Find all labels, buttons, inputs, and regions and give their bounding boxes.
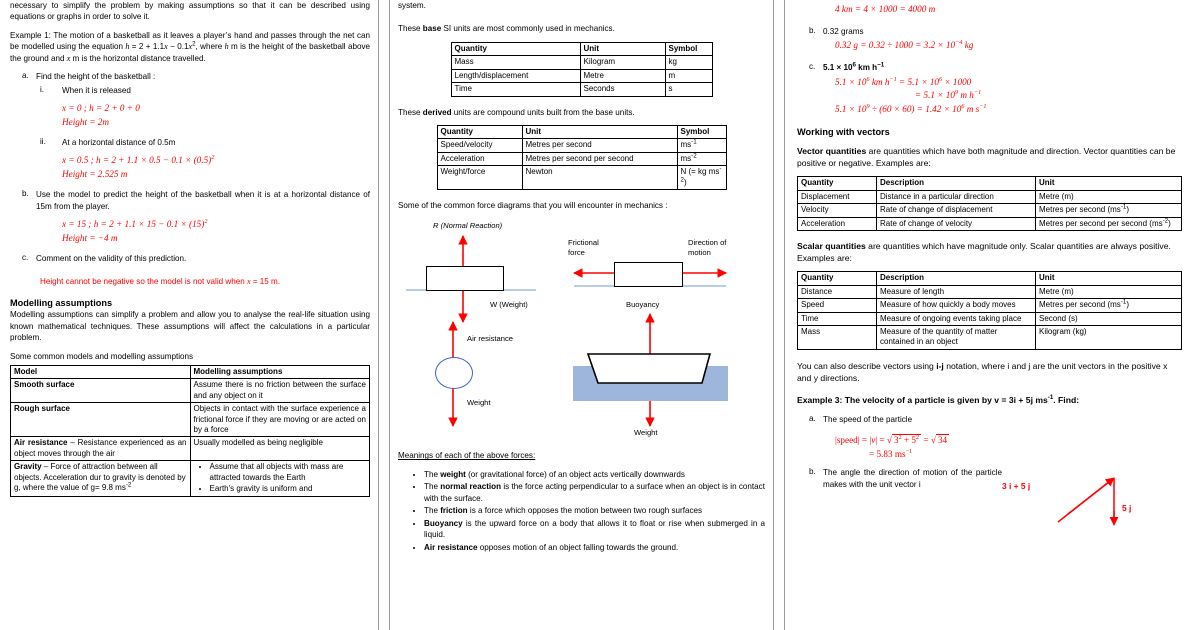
block-shape-2 bbox=[614, 262, 683, 287]
document-page-2 bbox=[390, 0, 773, 630]
force-diagrams-figure bbox=[398, 218, 765, 446]
answer-b-line1: x = 15 ; $h = 2 + 1.1 \times 15 - 0.1 \times (15)^2$ bbox=[62, 217, 208, 230]
list-item: • The friction is a force which opposes the motion between two rough surfaces bbox=[424, 505, 765, 516]
label-weight-ball: Weight bbox=[467, 398, 491, 408]
cell-unit: Kilogram (kg) bbox=[1036, 325, 1182, 349]
example3-b-text: The angle the direction of motion of the particle makes with the unit vector i bbox=[823, 468, 1002, 489]
cell-unit: Seconds bbox=[580, 83, 665, 96]
cell-quantity: Mass bbox=[798, 325, 877, 349]
question-a-marker: a. bbox=[22, 71, 29, 81]
question-b-marker: b. bbox=[809, 25, 816, 35]
cell-quantity: Time bbox=[798, 312, 877, 325]
list-item bbox=[424, 518, 765, 541]
cell-symbol: $ms^{-2}$ bbox=[677, 152, 726, 165]
label-air-resistance: Air resistance bbox=[467, 334, 514, 344]
force-diagrams-intro: Some of the common force diagrams that you will encounter in mechanics : bbox=[398, 200, 668, 210]
table-row bbox=[798, 312, 1182, 325]
col-header-symbol: Symbol bbox=[677, 126, 726, 139]
cell-unit: Metres per second per second bbox=[522, 152, 677, 165]
modelling-assumptions-paragraph: Modelling assumptions can simplify a problem and allow you to analyse the real-life situation using known mathematical techniques. These assumptions will affect the calculations in a particular problem. bbox=[10, 310, 370, 343]
document-page-1 bbox=[0, 0, 378, 630]
term-friction: friction bbox=[440, 506, 468, 516]
question-a-text: Find the height of the basketball : bbox=[36, 72, 156, 82]
scalar-definition: are quantities which have magnitude only. Scalar quantities are always positive. Examples are: bbox=[797, 240, 1171, 264]
question-b-units bbox=[797, 26, 1182, 37]
page-separator-2 bbox=[773, 0, 785, 630]
cell-model bbox=[11, 379, 191, 403]
force-meanings-list bbox=[398, 469, 765, 553]
cell-symbol: $ms^{-1}$ bbox=[677, 139, 726, 152]
example3-question-a bbox=[797, 414, 1182, 425]
question-a-i-text: When it is released bbox=[62, 85, 131, 95]
answer-a-ii bbox=[62, 154, 370, 182]
answer-a-ii-line1: x = 0.5 ; $h = 2 + 1.1 \times 0.5 - 0.1 \times (0.5)^2$ bbox=[62, 154, 215, 166]
cell-unit: Metre bbox=[580, 69, 665, 82]
table-row bbox=[437, 166, 726, 190]
term-air-resistance: Air resistance bbox=[424, 542, 478, 552]
cell-quantity: Acceleration bbox=[437, 152, 522, 165]
label-weight-w: W (Weight) bbox=[490, 300, 528, 310]
meaning-text: (or gravitational force) of an object acts vertically downwards bbox=[465, 469, 685, 479]
col-header-quantity: Quantity bbox=[451, 42, 580, 55]
question-c-units bbox=[797, 62, 1182, 73]
document-page-3 bbox=[785, 0, 1194, 630]
col-header-quantity: Quantity bbox=[437, 126, 522, 139]
table-row bbox=[451, 56, 712, 69]
example3-a-marker: a. bbox=[809, 414, 816, 424]
cell-description: Measure of length bbox=[877, 285, 1036, 298]
cell-unit: Metres per second bbox=[522, 139, 677, 152]
cell-description: Measure of how quickly a body moves bbox=[877, 299, 1036, 312]
table-row bbox=[451, 69, 712, 82]
intro-continuation: necessary to simplify the problem by making assumptions so that it can be described using equations or graphs in order to solve it. bbox=[10, 1, 370, 22]
table-row bbox=[798, 325, 1182, 349]
cell-unit: Metre (m) bbox=[1036, 285, 1182, 298]
vector-definition: are quantities which have both magnitude and direction. Vector quantities can be positive or negative. Examples are: bbox=[797, 145, 1176, 169]
answer-c-line3: $5.1 \times 10^9 \div (60 \times 60) = 1.42 \times 10^6$ m $s^{-1}$ bbox=[835, 103, 987, 115]
term-buoyancy: Buoyancy bbox=[424, 518, 463, 528]
base-units-table bbox=[451, 42, 713, 97]
col-header-symbol: Symbol bbox=[665, 42, 712, 55]
list-item bbox=[424, 542, 765, 553]
col-header-unit: Unit bbox=[1036, 272, 1182, 285]
meaning-text: is the force acting perpendicular to a surface when an object is in contact with the surface. bbox=[424, 482, 765, 503]
question-c-text: $5.1 \times 10^6$ km $h^{-1}$ bbox=[823, 61, 885, 73]
derived-intro-post: units are compound units built from the base units. bbox=[451, 107, 635, 117]
meaning-text: opposes motion of an object falling towards the ground. bbox=[477, 542, 679, 552]
col-header-description: Description bbox=[877, 272, 1036, 285]
table-row bbox=[11, 461, 370, 497]
ij-notation-paragraph: You can also describe vectors using i-j notation, where i and j are the unit vectors in the positive x and y directions. bbox=[797, 360, 1168, 383]
vector-triangle-figure bbox=[1002, 467, 1182, 527]
cell-assumption bbox=[190, 461, 370, 497]
cell-description: Measure of the quantity of matter contained in an object bbox=[877, 325, 1036, 349]
cell-assumption: Usually modelled as being negligible bbox=[190, 437, 370, 461]
table-header-row bbox=[798, 272, 1182, 285]
label-5j-vector: 5 j bbox=[1122, 503, 1132, 514]
cell-model: Gravity – Force of attraction between all objects. Acceleration dur to gravity is denoted by g, where the value of g= 9.8 $ms^{-2}$ bbox=[11, 461, 191, 497]
page2-top-cut-text: system. bbox=[398, 1, 426, 10]
table-row bbox=[437, 152, 726, 165]
answer-c-line2: = $5.1 \times 10^9$ m $h^{-1}$ bbox=[915, 89, 982, 101]
col-header-unit: Unit bbox=[522, 126, 677, 139]
base-intro-pre: These bbox=[398, 24, 423, 34]
cell-symbol: s bbox=[665, 83, 712, 96]
table-row bbox=[798, 285, 1182, 298]
answer-a-i bbox=[62, 102, 370, 130]
heading-working-with-vectors: Working with vectors bbox=[797, 126, 890, 137]
question-a-ii-marker: ii. bbox=[40, 136, 46, 146]
col-header-quantity: Quantity bbox=[798, 272, 877, 285]
cell-symbol: N (= kg $ms^{-2}$) bbox=[677, 166, 726, 190]
model-name: Rough surface bbox=[14, 404, 71, 414]
derived-units-intro bbox=[398, 107, 765, 118]
label-resultant-vector: 3 i + 5 j bbox=[1002, 481, 1031, 492]
heading-modelling-assumptions: Modelling assumptions bbox=[10, 298, 113, 309]
example3-a-answer-line2: = 5.83 $ms^{-1}$ bbox=[869, 447, 913, 459]
example3-b bbox=[797, 467, 1002, 490]
col-header-unit: Unit bbox=[580, 42, 665, 55]
question-a-ii-text: At a horizontal distance of 0.5m bbox=[62, 137, 176, 147]
cell-unit: Kilogram bbox=[580, 56, 665, 69]
cell-quantity: Speed/velocity bbox=[437, 139, 522, 152]
answer-b-line2: Height = −4 m bbox=[62, 232, 118, 243]
question-c bbox=[10, 253, 370, 264]
question-b-text: 0.32 grams bbox=[823, 26, 864, 36]
example3-b-marker: b. bbox=[809, 467, 816, 477]
example3-question-b bbox=[797, 467, 1002, 492]
answer-b-units: 0.32 $g = 0.32 \div 1000 = 3.2 \times 10^{-4}$ kg bbox=[835, 39, 974, 51]
answer-c-line1: $5.1 \times 10^6$ km $h^{-1} = 5.1 \times 10^6 \times 1000$ bbox=[835, 75, 972, 87]
list-item: • The weight (or gravitational force) of an object acts vertically downwards bbox=[424, 469, 765, 480]
cell-unit: Metres per second $(ms^{-1})$ bbox=[1036, 204, 1182, 217]
col-header-model: Model bbox=[11, 366, 191, 379]
cell-model bbox=[11, 403, 191, 437]
col-header-assumptions: Modelling assumptions bbox=[190, 366, 370, 379]
col-header-description: Description bbox=[877, 177, 1036, 190]
scalar-quantities-table bbox=[797, 271, 1182, 349]
example3-a-answer-line1: |speed| = |v| = √ $3^2 + 5^2$ = √ 34 bbox=[835, 433, 948, 445]
vector-triangle-svg bbox=[1002, 467, 1172, 527]
cell-quantity: Time bbox=[451, 83, 580, 96]
label-frictional-force: Frictional force bbox=[568, 238, 599, 257]
answer-a-top: 4 km = 4 × 1000 = 4000 m bbox=[835, 4, 936, 14]
table-header-row bbox=[437, 126, 726, 139]
cell-quantity: Speed bbox=[798, 299, 877, 312]
question-c-marker: c. bbox=[22, 252, 29, 262]
example3-a-answer bbox=[835, 434, 1182, 462]
boat-shape bbox=[584, 351, 714, 386]
table-row bbox=[437, 139, 726, 152]
answer-a-i-line2: Height = 2m bbox=[62, 117, 110, 128]
question-c-text: Comment on the validity of this prediction. bbox=[36, 253, 187, 263]
cell-description: Measure of ongoing events taking place bbox=[877, 312, 1036, 325]
cell-unit: Metre (m) bbox=[1036, 190, 1182, 203]
question-a bbox=[10, 71, 370, 82]
cell-quantity: Weight/force bbox=[437, 166, 522, 190]
label-weight-boat: Weight bbox=[634, 428, 658, 438]
term-weight: weight bbox=[440, 469, 466, 479]
table-row bbox=[11, 403, 370, 437]
cell-description: Rate of change of displacement bbox=[877, 204, 1036, 217]
cell-quantity: Velocity bbox=[798, 204, 877, 217]
cell-assumption: Objects in contact with the surface experience a frictional force if they are moving or are acted on by a force bbox=[190, 403, 370, 437]
question-a-ii bbox=[10, 137, 370, 148]
vector-quantities-paragraph bbox=[797, 145, 1182, 169]
answer-b bbox=[62, 218, 370, 246]
base-units-intro bbox=[398, 23, 765, 34]
cell-description: Distance in a particular direction bbox=[877, 190, 1036, 203]
list-item: • The normal reaction is the force acting perpendicular to a surface when an object is in contact with the surface. bbox=[424, 481, 765, 504]
answer-c-units bbox=[835, 76, 1182, 117]
question-a-i bbox=[10, 85, 370, 96]
question-b-text: Use the model to predict the height of the basketball when it is at a horizontal distance of 15m from the player. bbox=[36, 190, 370, 211]
example-3-statement: Example 3: The velocity of a particle is given by v = 3i + 5j $ms^{-1}$. Find: bbox=[797, 394, 1080, 406]
label-normal-reaction: R (Normal Reaction) bbox=[433, 221, 503, 231]
label-direction-of-motion: Direction of motion bbox=[688, 238, 727, 257]
base-intro-bold: base bbox=[422, 24, 442, 34]
table-header-row bbox=[11, 366, 370, 379]
vector-quantities-table bbox=[797, 176, 1182, 231]
example3-question-b-row bbox=[797, 467, 1182, 527]
cell-unit: Metres per second $(ms^{-1})$ bbox=[1036, 299, 1182, 312]
question-b-marker: b. bbox=[22, 189, 29, 199]
col-header-quantity: Quantity bbox=[798, 177, 877, 190]
scalar-term: Scalar quantities bbox=[797, 240, 866, 251]
cell-quantity: Length/displacement bbox=[451, 69, 580, 82]
question-c-marker: c. bbox=[809, 62, 816, 72]
table-header-row bbox=[451, 42, 712, 55]
model-name: Air resistance bbox=[14, 438, 68, 448]
base-intro-post: SI units are most commonly used in mechanics. bbox=[441, 24, 615, 34]
model-name: Smooth surface bbox=[14, 380, 75, 390]
model-name: Gravity bbox=[14, 462, 42, 472]
list-item: • Earth's gravity is uniform and bbox=[210, 484, 367, 494]
models-table bbox=[10, 365, 370, 497]
question-a-i-marker: i. bbox=[40, 84, 45, 94]
block-shape-1 bbox=[426, 266, 504, 291]
cell-quantity: Displacement bbox=[798, 190, 877, 203]
derived-intro-bold: derived bbox=[422, 107, 452, 117]
meaning-text: is a force which opposes the motion between two rough surfaces bbox=[467, 506, 703, 516]
table-row bbox=[798, 299, 1182, 312]
meanings-heading: Meanings of each of the above forces: bbox=[398, 451, 536, 461]
example-1-statement: Example 1: The motion of a basketball as it leaves a player’s hand and passes through the net can be modelled using the equation $h = 2 + 1.1x - 0.1x^2$, where h m is the height of the basketball above the ground and x m is the horizontal distance travelled. bbox=[10, 30, 371, 63]
cell-unit: Second (s) bbox=[1036, 312, 1182, 325]
question-b bbox=[10, 189, 370, 212]
page-separator-1 bbox=[378, 0, 390, 630]
col-header-unit: Unit bbox=[1036, 177, 1182, 190]
table-row bbox=[11, 379, 370, 403]
list-item: • Assume that all objects with mass are attracted towards the Earth bbox=[210, 462, 367, 483]
cell-quantity: Mass bbox=[451, 56, 580, 69]
models-table-caption: Some common models and modelling assumptions bbox=[10, 351, 194, 361]
cell-assumption: Assume there is no friction between the surface and any object on it bbox=[190, 379, 370, 403]
cell-quantity: Acceleration bbox=[798, 217, 877, 230]
table-row bbox=[798, 190, 1182, 203]
assumption-bullet-list bbox=[194, 462, 367, 494]
cell-description: Rate of change of velocity bbox=[877, 217, 1036, 230]
derived-intro-pre: These bbox=[398, 107, 423, 117]
label-buoyancy: Buoyancy bbox=[626, 300, 660, 310]
answer-c: Height cannot be negative so the model is not valid when x = 15 m. bbox=[40, 277, 281, 287]
vector-term: Vector quantities bbox=[797, 145, 867, 156]
table-row bbox=[451, 83, 712, 96]
cell-unit: Metres per second per second $(ms^{-2})$ bbox=[1036, 217, 1182, 230]
cell-symbol: kg bbox=[665, 56, 712, 69]
cell-symbol: m bbox=[665, 69, 712, 82]
term-normal-reaction: normal reaction bbox=[440, 482, 502, 492]
cell-model: Air resistance – Resistance experienced as an object moves through the air bbox=[11, 437, 191, 461]
table-row bbox=[798, 217, 1182, 230]
cell-quantity: Distance bbox=[798, 285, 877, 298]
example3-a-text: The speed of the particle bbox=[823, 415, 913, 425]
table-header-row bbox=[798, 177, 1182, 190]
scalar-quantities-paragraph bbox=[797, 240, 1182, 264]
cell-unit: Newton bbox=[522, 166, 677, 190]
meaning-text: is the upward force on a body that allows it to float or rise when submerged in a liquid. bbox=[424, 518, 765, 540]
table-row bbox=[11, 437, 370, 461]
answer-a-i-line1: x = 0 ; h = 2 + 0 + 0 bbox=[62, 103, 140, 114]
table-row bbox=[798, 204, 1182, 217]
derived-units-table bbox=[437, 125, 727, 190]
answer-a-ii-line2: Height = 2.525 m bbox=[62, 169, 128, 180]
